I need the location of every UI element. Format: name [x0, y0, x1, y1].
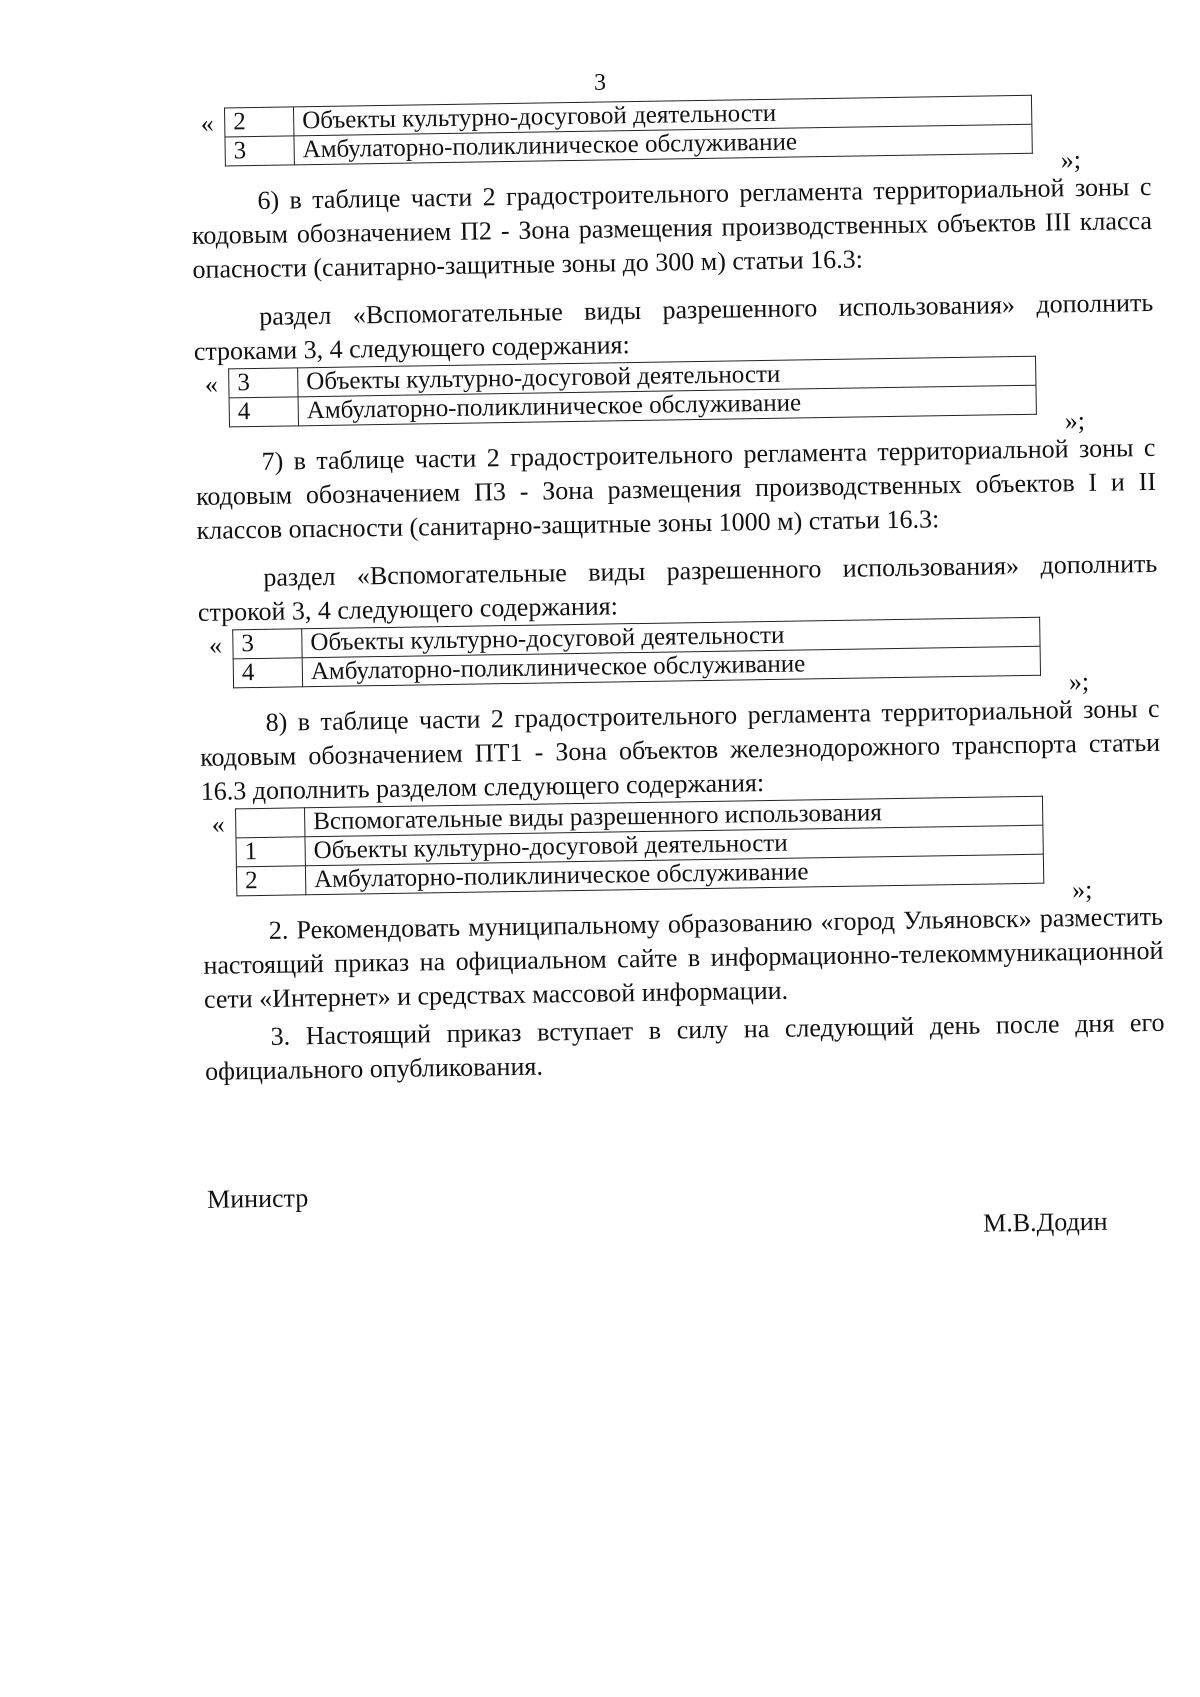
row-text: Объекты культурно-досуговой деятельности — [293, 95, 1031, 136]
row-text: Амбулаторно-поликлиническое обслуживание — [298, 385, 1036, 426]
open-quote: « — [211, 809, 225, 839]
row-number: 3 — [225, 136, 294, 166]
row-text: Амбулаторно-поликлиническое обслуживание — [294, 124, 1032, 165]
item-3: 3. Настоящий приказ вступает в силу на следующий день после дня его официального опубликования. — [204, 1007, 1165, 1086]
document-body — [190, 93, 1169, 1325]
paragraph-6-section: раздел «Вспомогательные виды разрешенного использования» дополнить строками 3, 4 следующего содержания: — [193, 287, 1154, 366]
table-4 — [235, 796, 1044, 897]
row-number: 2 — [236, 866, 305, 896]
paragraph-6: 6) в таблице части 2 градостроительного регламента территориальной зоны с кодовым обозначением П2 - Зона размещения производственных объектов III класса опасности (санитарно-защитные зоны до 300 м) статьи 16.3: — [191, 171, 1153, 284]
quoted-table-4 — [201, 794, 1162, 897]
paragraph-8: 8) в таблице части 2 градостроительного регламента территориальной зоны с кодовым обозначением ПТ1 - Зона объектов железнодорожного транспорта статьи 16.3 дополнить разделом следующего содержания: — [199, 693, 1161, 806]
row-number: 4 — [229, 397, 298, 427]
row-text: Вспомогательные виды разрешенного использования — [305, 796, 1043, 837]
row-number: 4 — [233, 658, 302, 688]
paragraph-7: 7) в таблице части 2 градостроительного регламента территориальной зоны с кодовым обозначением П3 - Зона размещения производственных объектов I и II классов опасности (санитарно-защитные зоны 1000 м) статьи 16.3: — [195, 432, 1157, 545]
close-quote: »; — [1064, 405, 1086, 436]
row-number — [236, 808, 305, 838]
row-number: 2 — [225, 107, 294, 137]
row-number: 1 — [236, 837, 305, 867]
page-number: 3 — [594, 70, 606, 96]
open-quote: « — [204, 369, 219, 399]
open-quote: « — [208, 630, 223, 660]
paragraph-7-section: раздел «Вспомогательные виды разрешенного использования» дополнить строкой 3, 4 следующего содержания: — [197, 548, 1158, 627]
close-quote: »; — [1068, 666, 1090, 697]
close-quote: »; — [1071, 874, 1093, 905]
row-text: Амбулаторно-поликлиническое обслуживание — [305, 854, 1043, 895]
signatory-name: М.В.Додин — [982, 1206, 1108, 1238]
row-text: Объекты культурно-досуговой деятельности — [298, 356, 1036, 397]
row-number: 3 — [233, 629, 302, 659]
close-quote: »; — [1060, 145, 1082, 175]
row-text: Объекты культурно-досуговой деятельности — [305, 825, 1043, 866]
row-text: Объекты культурно-досуговой деятельности — [302, 617, 1040, 658]
row-number: 3 — [229, 368, 298, 398]
signature-block — [207, 1170, 1169, 1325]
item-2: 2. Рекомендовать муниципальному образованию «город Ульяновск» разместить настоящий приказ на официальном сайте в информационно-телекоммуникационной сети «Интернет» и средствах массовой информации. — [203, 901, 1164, 1014]
open-quote: « — [200, 108, 214, 138]
signatory-role: Министр — [206, 1183, 309, 1214]
row-text: Амбулаторно-поликлиническое обслуживание — [302, 646, 1040, 687]
